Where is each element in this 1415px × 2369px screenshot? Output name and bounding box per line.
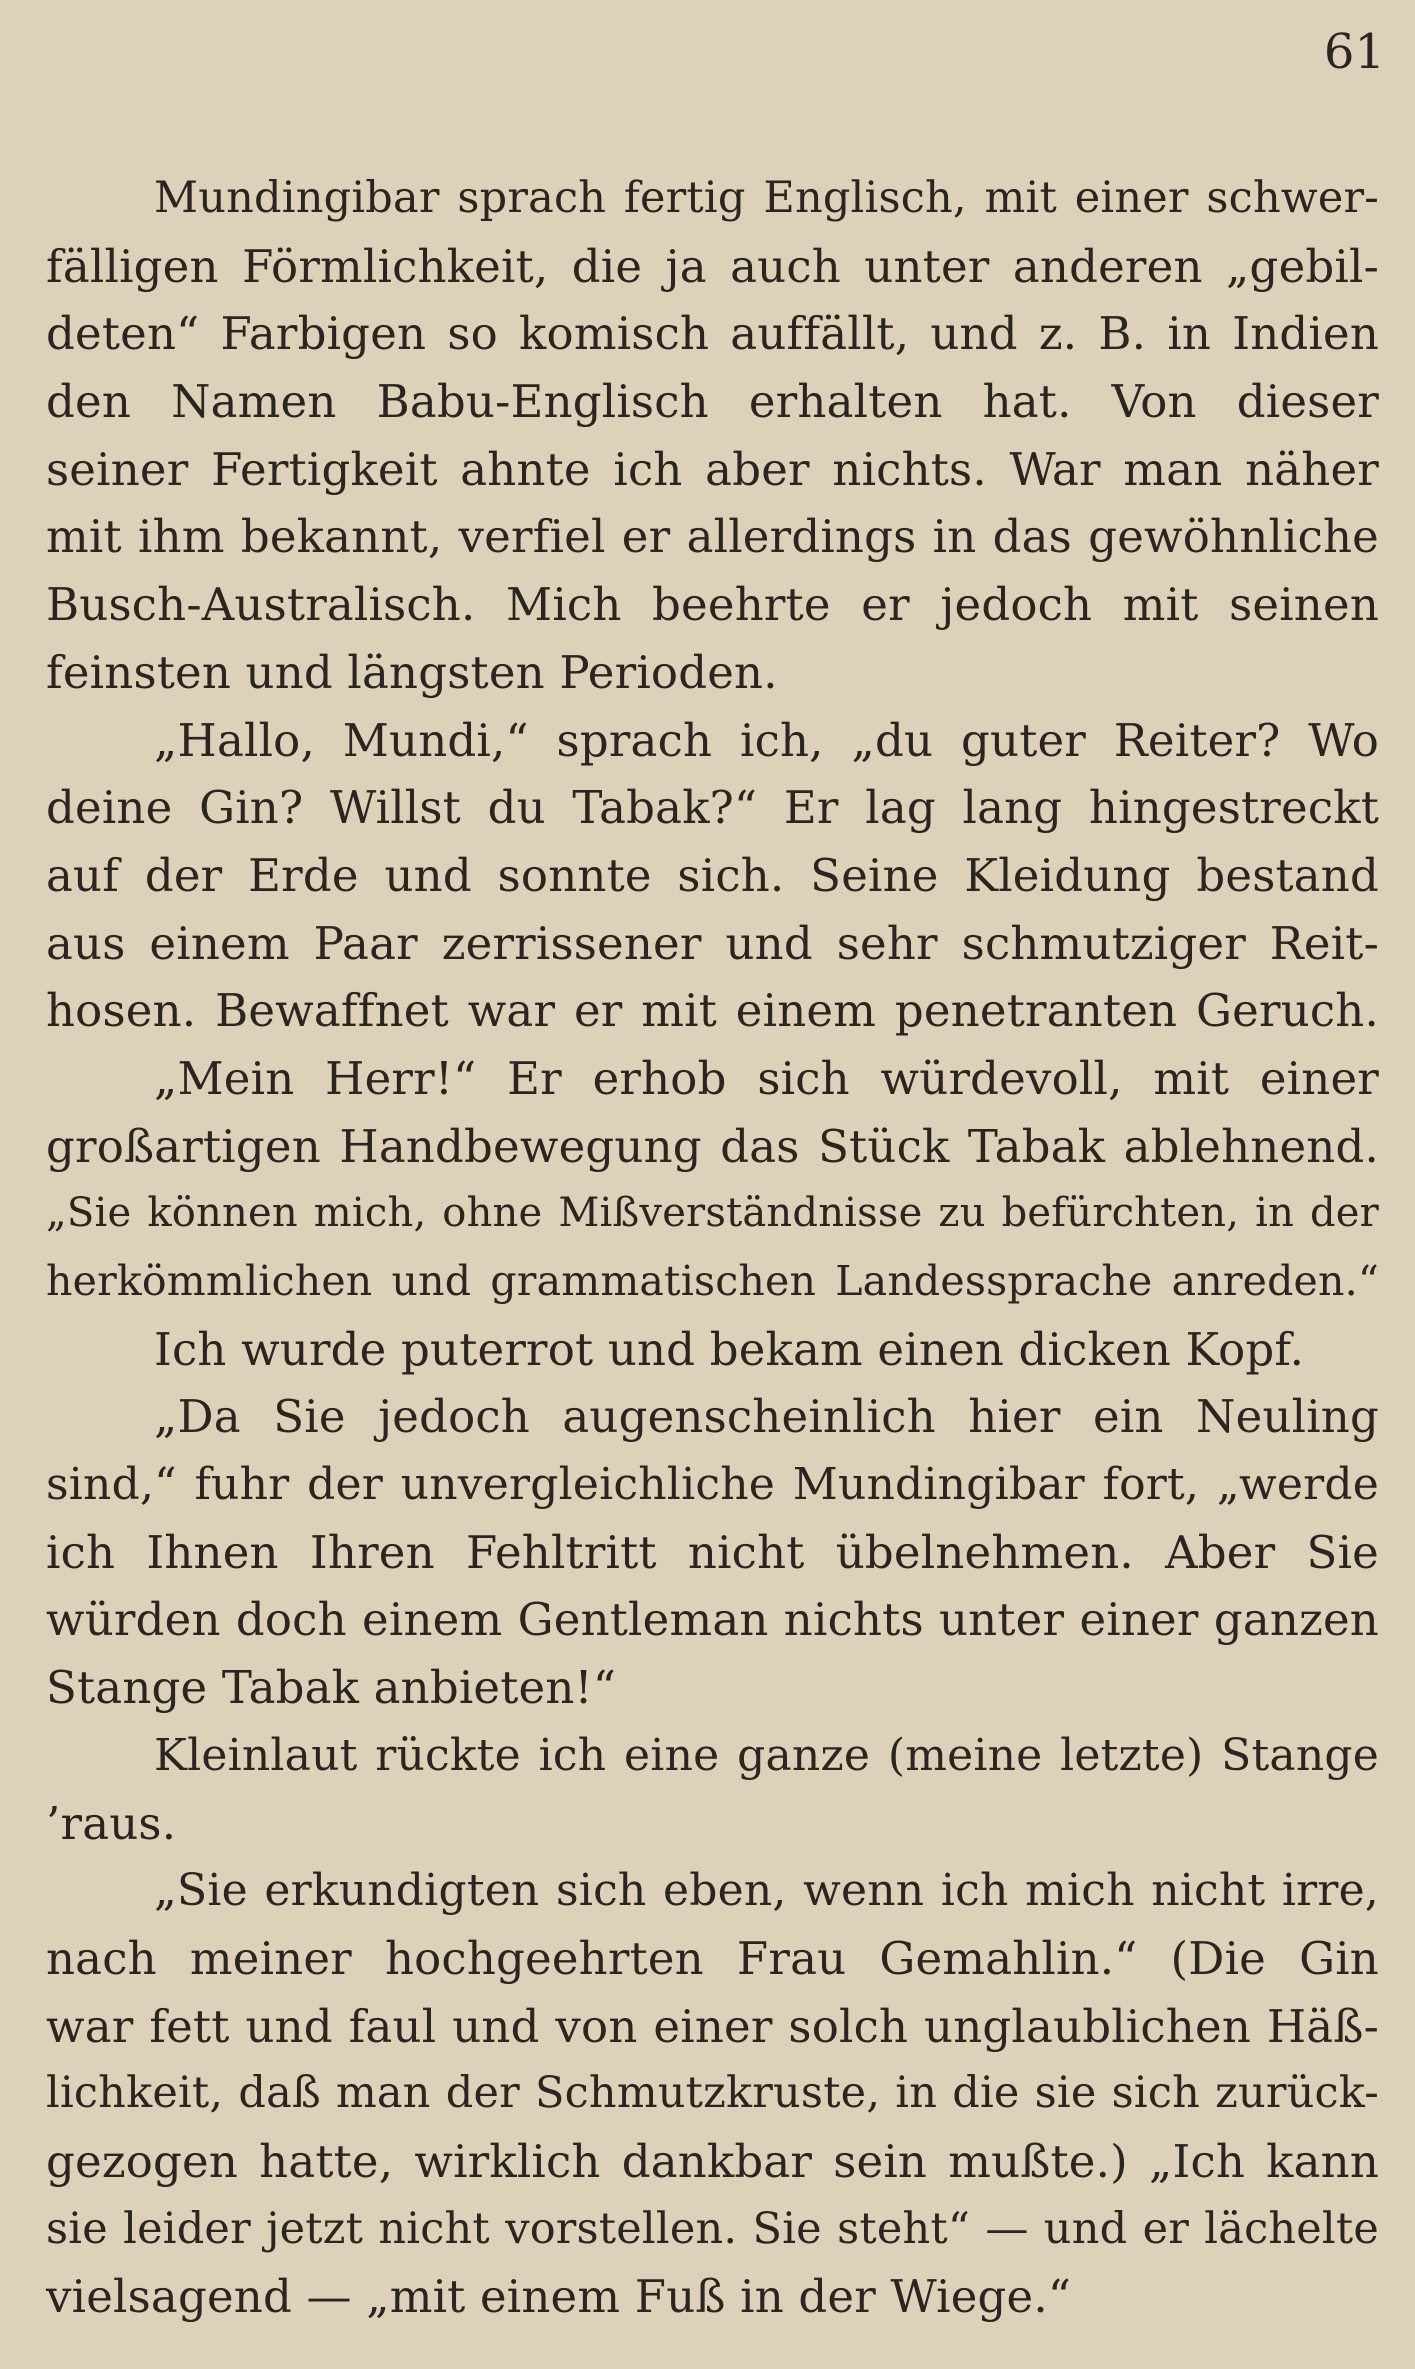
text-line: Stange Tabak anbieten!“ [46,1661,617,1715]
body-text [46,165,1379,2331]
text-line: nach meiner hochgeehrten Frau Gemahlin.“ (Die Gin [46,1931,1379,1985]
text-line: aus einem Paar zerrissener und sehr schmutziger Reit- [46,916,1379,970]
text-line: auf der Erde und sonnte sich. Seine Kleidung bestand [46,848,1379,902]
text-line: „Sie können mich, ohne Mißverständnisse zu befürchten, in der [46,1190,1379,1237]
text-line: Ich wurde puterrot und bekam einen dicken Kopf. [154,1322,1305,1376]
text-line: lichkeit, daß man der Schmutzkruste, in die sie sich zurück- [46,2068,1379,2119]
text-line: würden doch einem Gentleman nichts unter einer ganzen [46,1593,1379,1647]
text-line: war fett und faul und von einer solch unglaublichen Häß- [46,1999,1379,2053]
text-line: deine Gin? Willst du Tabak?“ Er lag lang hingestreckt [46,781,1379,835]
text-line: herkömmlichen und grammatischen Landessprache anreden.“ [46,1257,1379,1305]
text-line: hosen. Bewaffnet war er mit einem penetranten Geruch. [46,984,1379,1038]
text-line: „Da Sie jedoch augenscheinlich hier ein Neuling [154,1390,1379,1444]
page-number: 61 [1323,24,1385,80]
text-line: großartigen Handbewegung das Stück Tabak ablehnend. [46,1119,1379,1173]
text-line: „Mein Herr!“ Er erhob sich würdevoll, mit einer [154,1051,1379,1105]
text-line: Kleinlaut rückte ich eine ganze (meine letzte) Stange [154,1729,1379,1781]
text-line: Mundingibar sprach fertig Englisch, mit einer schwer- [154,173,1379,223]
text-line: deten“ Farbigen so komisch auffällt, und z. B. in Indien [46,307,1379,361]
text-line: vielsagend — „mit einem Fuß in der Wiege.“ [46,2270,1072,2324]
text-line: gezogen hatte, wirklich dankbar sein mußte.) „Ich kann [46,2134,1379,2188]
text-line: ich Ihnen Ihren Fehltritt nicht übelnehmen. Aber Sie [46,1525,1379,1579]
text-line: ’raus. [46,1796,177,1850]
text-line: mit ihm bekannt, verfiel er allerdings in das gewöhnliche [46,510,1379,564]
text-line: den Namen Babu-Englisch erhalten hat. Von dieser [46,375,1379,429]
text-line: sie leider jetzt nicht vorstellen. Sie steht“ — und er lächelte [46,2203,1379,2254]
text-line: „Hallo, Mundi,“ sprach ich, „du guter Reiter? Wo [154,713,1379,767]
text-line: seiner Fertigkeit ahnte ich aber nichts. War man näher [46,442,1379,496]
text-line: feinsten und längsten Perioden. [46,645,778,699]
text-line: Busch-Australisch. Mich beehrte er jedoch mit seinen [46,578,1379,632]
text-line: fälligen Förmlichkeit, die ja auch unter anderen „gebil- [46,239,1379,293]
text-line: sind,“ fuhr der unvergleichliche Mundingibar fort, „werde [46,1459,1379,1511]
text-line: „Sie erkundigten sich eben, wenn ich mich nicht irre, [154,1865,1379,1917]
